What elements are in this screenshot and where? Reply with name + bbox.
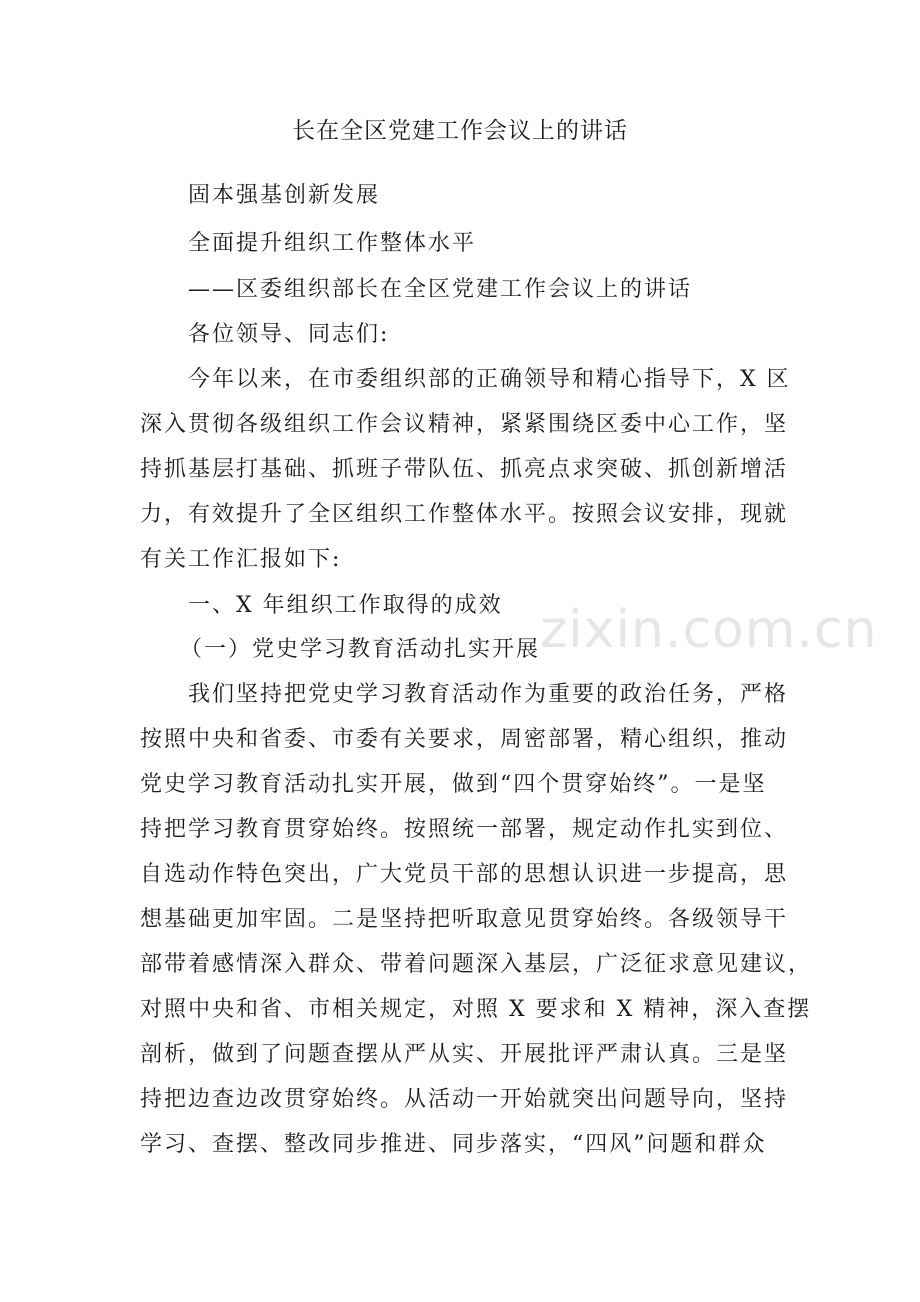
section-heading: 一、X 年组织工作取得的成效 bbox=[188, 593, 503, 618]
subtitle-line-2: 全面提升组织工作整体水平 bbox=[188, 231, 477, 256]
subsection-heading: （一）党史学习教育活动扎实开展 bbox=[180, 637, 541, 662]
paragraph-line: 党史学习教育活动扎实开展，做到“四个贯穿始终”。一是坚 bbox=[140, 772, 767, 797]
paragraph-line: 剖析，做到了问题查摆从严从实、开展批评严肃认真。三是坚 bbox=[140, 1042, 789, 1067]
paragraph-line: 部带着感情深入群众、带着问题深入基层，广泛征求意见建议， bbox=[140, 952, 813, 977]
paragraph-line: 我们坚持把党史学习教育活动作为重要的政治任务，严格 bbox=[188, 682, 789, 707]
paragraph-line: 今年以来，在市委组织部的正确领导和精心指导下，X 区 bbox=[188, 367, 791, 392]
paragraph-line: 持把学习教育贯穿始终。按照统一部署，规定动作扎实到位、 bbox=[140, 817, 789, 842]
paragraph-line: 有关工作汇报如下: bbox=[140, 547, 342, 572]
subtitle-line-1: 固本强基创新发展 bbox=[188, 183, 381, 208]
paragraph-line: 深入贯彻各级组织工作会议精神，紧紧围绕区委中心工作，坚 bbox=[140, 412, 789, 437]
salutation: 各位领导、同志们: bbox=[188, 322, 390, 347]
paragraph-line: 想基础更加牢固。二是坚持把听取意见贯穿始终。各级领导干 bbox=[140, 907, 789, 932]
subtitle-line-3: ——区委组织部长在全区党建工作会议上的讲话 bbox=[188, 277, 693, 302]
document-title: 长在全区党建工作会议上的讲话 bbox=[292, 118, 628, 144]
paragraph-line: 持把边查边改贯穿始终。从活动一开始就突出问题导向，坚持 bbox=[140, 1087, 789, 1112]
paragraph-line: 力，有效提升了全区组织工作整体水平。按照会议安排，现就 bbox=[140, 502, 789, 527]
paragraph-line: 学习、查摆、整改同步推进、同步落实，“四风”问题和群众 bbox=[140, 1132, 767, 1157]
watermark: zixin.com.cn bbox=[540, 600, 878, 660]
paragraph-line: 对照中央和省、市相关规定，对照 X 要求和 X 精神，深入查摆 bbox=[140, 997, 812, 1022]
paragraph-line: 按照中央和省委、市委有关要求，周密部署，精心组织，推动 bbox=[140, 727, 789, 752]
paragraph-line: 自选动作特色突出，广大党员干部的思想认识进一步提高，思 bbox=[140, 862, 789, 887]
paragraph-line: 持抓基层打基础、抓班子带队伍、抓亮点求突破、抓创新增活 bbox=[140, 457, 789, 482]
